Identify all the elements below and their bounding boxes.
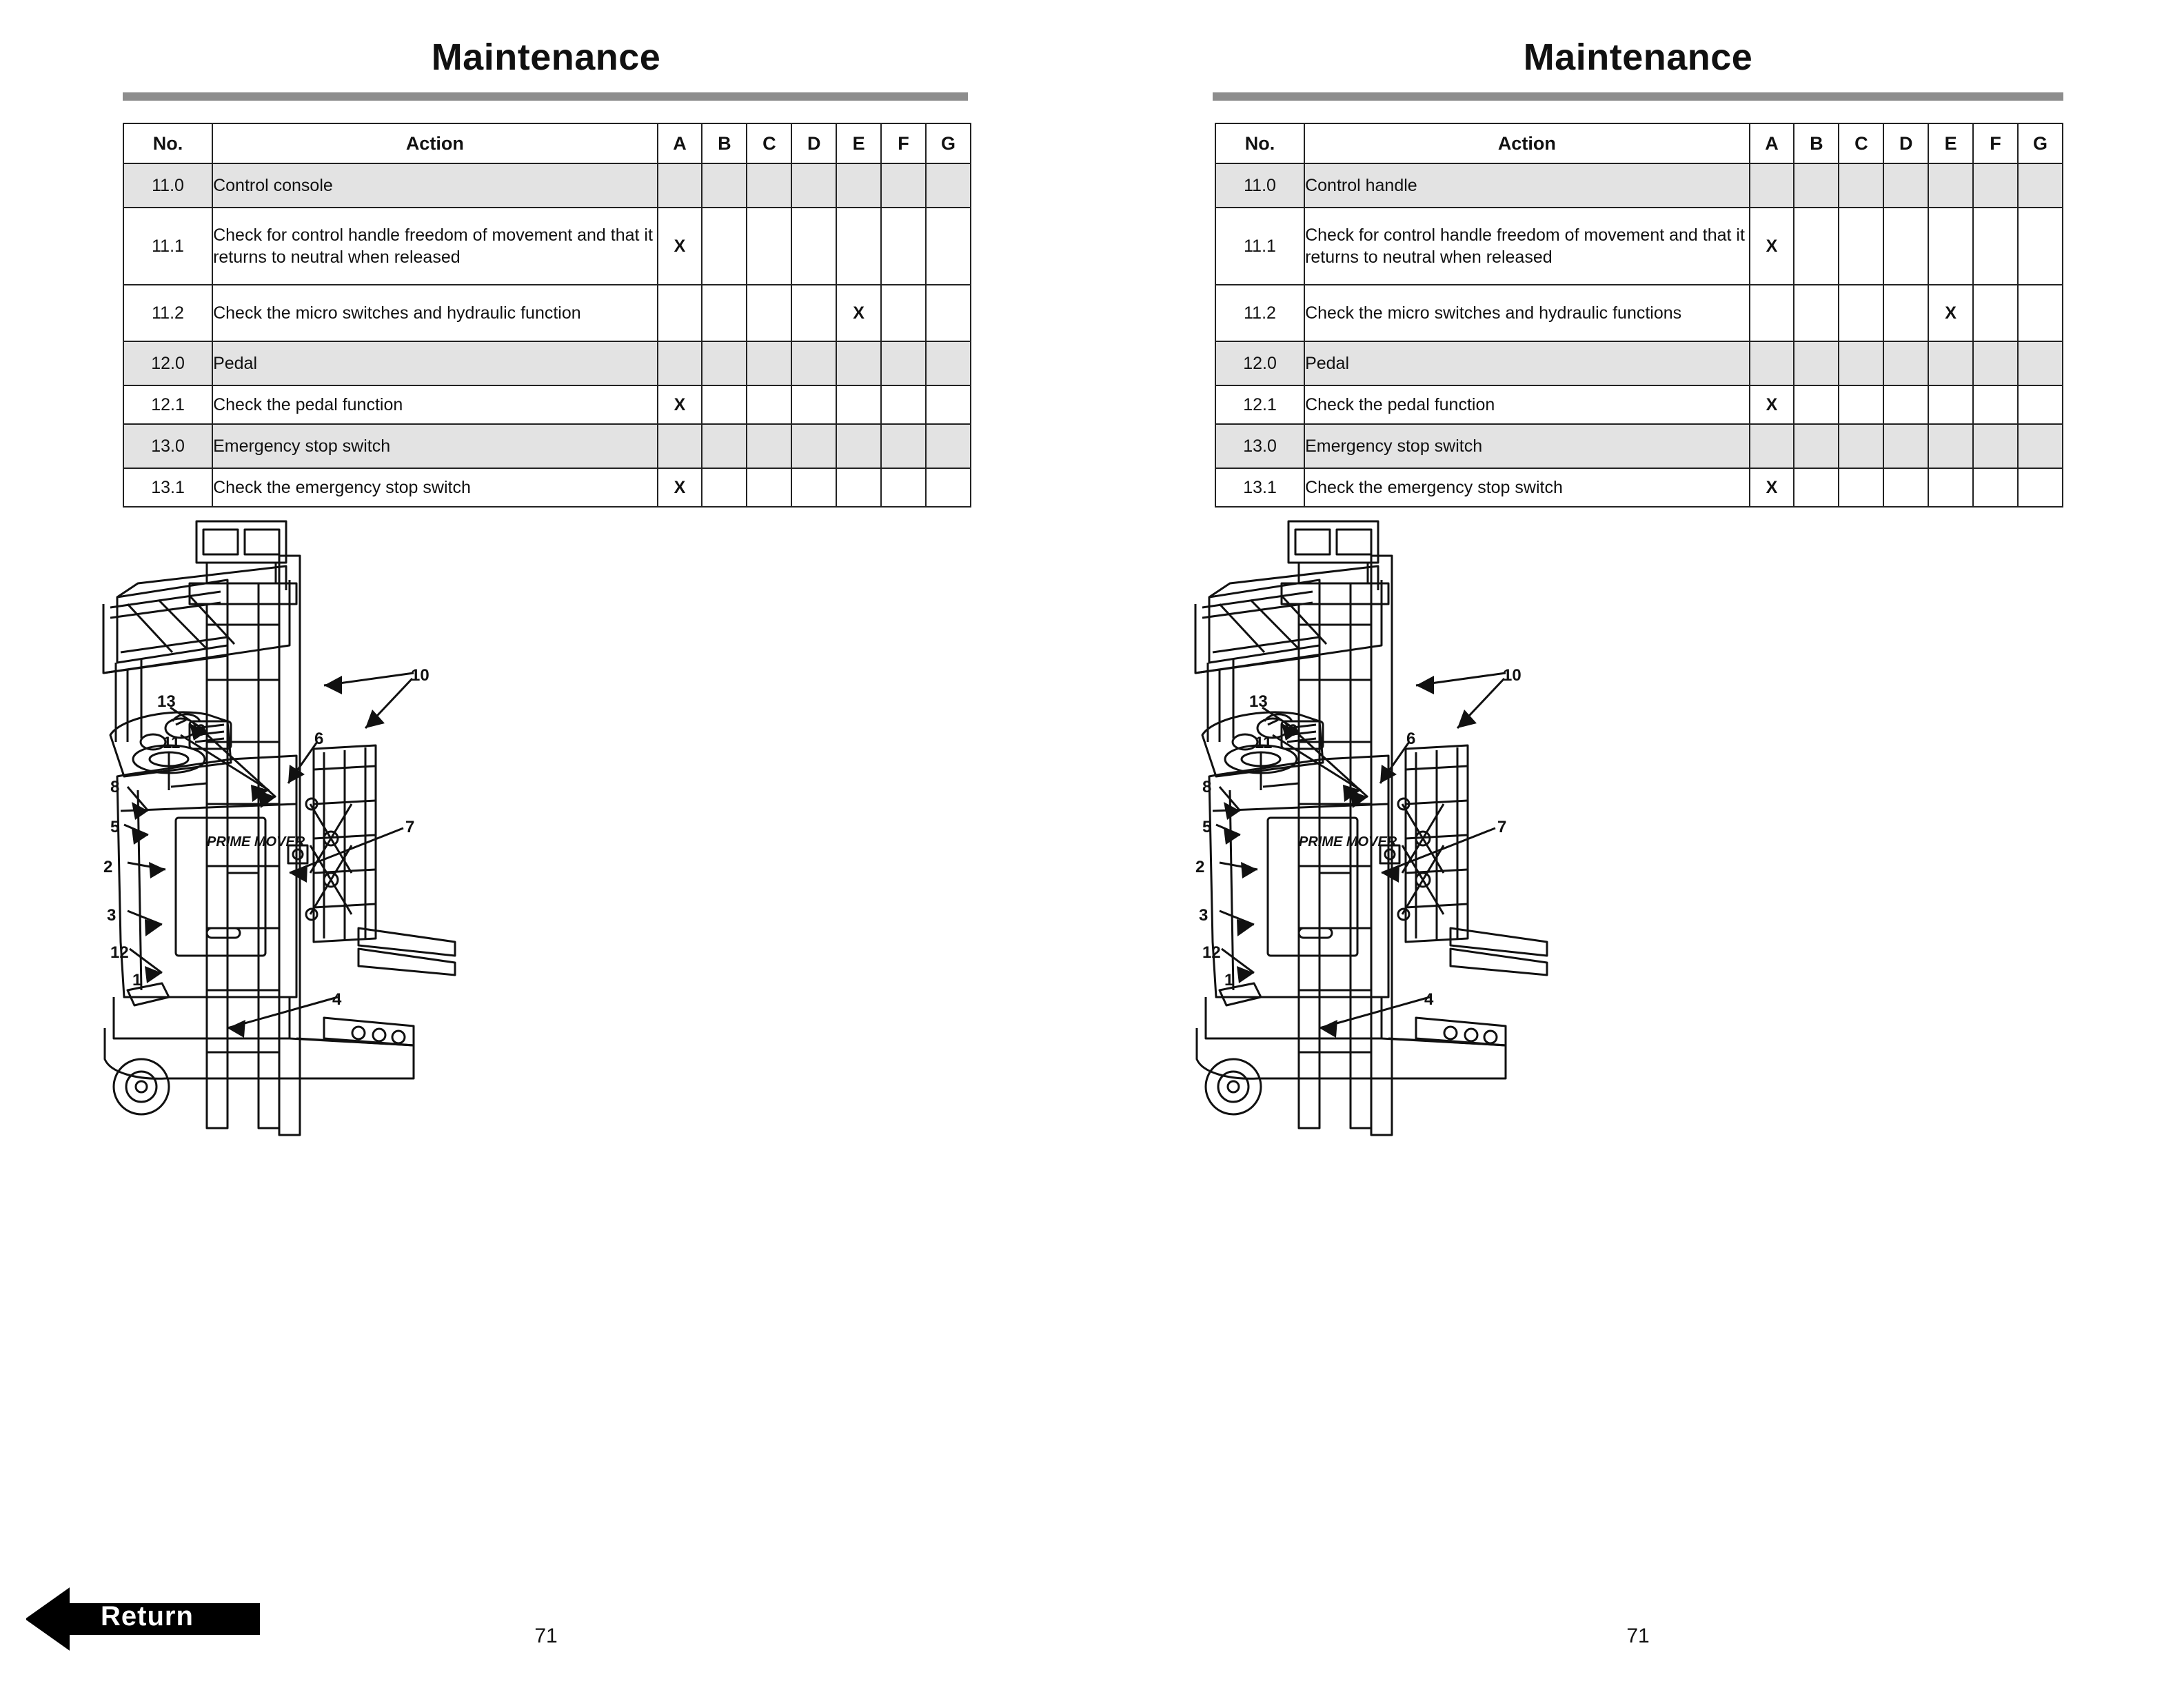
cell-a (1750, 285, 1794, 341)
cell-d (791, 385, 836, 424)
cell-b (1794, 208, 1839, 285)
callout-7: 7 (1497, 818, 1507, 836)
cell-a: X (1750, 385, 1794, 424)
maintenance-table-left (123, 123, 971, 508)
cell-g (2018, 163, 2063, 208)
callout-9: 9 (1288, 721, 1298, 740)
cell-g (2018, 285, 2063, 341)
return-label: Return (101, 1601, 194, 1631)
cell-f (1973, 385, 2018, 424)
page-right (1092, 0, 2184, 1688)
cell-f (881, 163, 926, 208)
table-row (1215, 468, 2063, 507)
cell-f (1973, 424, 2018, 468)
cell-action: Pedal (1304, 341, 1749, 385)
callout-11: 11 (163, 734, 181, 752)
cell-e: X (836, 285, 881, 341)
forklift-diagram (1092, 514, 2184, 1500)
cell-c (1839, 208, 1883, 285)
cell-d (791, 468, 836, 507)
maintenance-table-left-wrap (123, 123, 971, 508)
callout-1: 1 (132, 971, 142, 989)
cell-action: Check the pedal function (1304, 385, 1749, 424)
cell-e (1928, 208, 1973, 285)
cell-d (1883, 285, 1928, 341)
maintenance-table-right (1215, 123, 2063, 508)
cell-e (836, 208, 881, 285)
forklift-diagram (0, 514, 1092, 1500)
cell-d (791, 208, 836, 285)
cell-d (1883, 163, 1928, 208)
callout-3: 3 (107, 906, 117, 925)
cell-action: Pedal (212, 341, 657, 385)
callout-4: 4 (332, 990, 342, 1009)
table-row (123, 163, 971, 208)
cell-f (881, 285, 926, 341)
cell-action: Check the pedal function (212, 385, 657, 424)
cell-g (926, 468, 971, 507)
maintenance-table-right-wrap (1215, 123, 2063, 508)
cell-no: 12.1 (123, 385, 212, 424)
cell-c (1839, 385, 1883, 424)
cell-g (2018, 208, 2063, 285)
cell-c (1839, 285, 1883, 341)
title-rule-left (123, 92, 968, 101)
cell-action: Check the emergency stop switch (1304, 468, 1749, 507)
cell-g (2018, 385, 2063, 424)
callout-10: 10 (411, 666, 429, 685)
col-header-b: B (702, 123, 747, 163)
col-header-a: A (1750, 123, 1794, 163)
col-header-f: F (1973, 123, 2018, 163)
cell-e (1928, 424, 1973, 468)
cell-g (926, 385, 971, 424)
table-header-row (123, 123, 971, 163)
col-header-e: E (836, 123, 881, 163)
cell-b (1794, 468, 1839, 507)
cell-a: X (1750, 208, 1794, 285)
table-row (123, 285, 971, 341)
page-title-right: Maintenance (1523, 37, 1753, 78)
col-header-c: C (747, 123, 791, 163)
cell-e (836, 163, 881, 208)
cell-c (1839, 468, 1883, 507)
cell-e (1928, 468, 1973, 507)
cell-a (1750, 341, 1794, 385)
callout-12: 12 (110, 943, 129, 962)
cell-b (1794, 385, 1839, 424)
cell-no: 13.0 (1215, 424, 1304, 468)
callout-13: 13 (157, 692, 176, 711)
callout-5: 5 (110, 818, 120, 836)
cell-c (747, 341, 791, 385)
cell-action: Check the micro switches and hydraulic function (212, 285, 657, 341)
col-header-g: G (926, 123, 971, 163)
cell-b (702, 341, 747, 385)
table-row (1215, 424, 2063, 468)
cell-g (926, 341, 971, 385)
page-number-left: 71 (534, 1625, 558, 1647)
cell-no: 13.0 (123, 424, 212, 468)
brand-label: PRIME MOVER (1299, 834, 1397, 850)
cell-g (926, 163, 971, 208)
cell-b (1794, 341, 1839, 385)
col-header-d: D (1883, 123, 1928, 163)
callout-13: 13 (1249, 692, 1268, 711)
table-header-row (1215, 123, 2063, 163)
cell-a (1750, 424, 1794, 468)
col-header-action: Action (212, 123, 657, 163)
callout-1: 1 (1224, 971, 1234, 989)
cell-f (1973, 208, 2018, 285)
col-header-g: G (2018, 123, 2063, 163)
cell-no: 11.1 (123, 208, 212, 285)
cell-c (1839, 424, 1883, 468)
cell-b (1794, 163, 1839, 208)
cell-f (881, 424, 926, 468)
table-row (1215, 385, 2063, 424)
cell-b (702, 385, 747, 424)
col-header-b: B (1794, 123, 1839, 163)
brand-label: PRIME MOVER (207, 834, 305, 850)
cell-b (1794, 285, 1839, 341)
cell-d (791, 341, 836, 385)
col-header-d: D (791, 123, 836, 163)
table-row (1215, 208, 2063, 285)
cell-b (702, 285, 747, 341)
callout-5: 5 (1202, 818, 1212, 836)
cell-a (658, 163, 702, 208)
cell-g (2018, 424, 2063, 468)
callout-12: 12 (1202, 943, 1221, 962)
cell-e (836, 385, 881, 424)
cell-c (747, 208, 791, 285)
cell-e (1928, 385, 1973, 424)
cell-g (2018, 468, 2063, 507)
cell-no: 11.1 (1215, 208, 1304, 285)
cell-b (1794, 424, 1839, 468)
cell-action: Check for control handle freedom of movement and that it returns to neutral when released (1304, 208, 1749, 285)
table-row (1215, 285, 2063, 341)
cell-g (2018, 341, 2063, 385)
table-row (1215, 163, 2063, 208)
cell-f (881, 208, 926, 285)
cell-c (747, 163, 791, 208)
cell-c (747, 285, 791, 341)
page-title-left: Maintenance (431, 37, 661, 78)
col-header-e: E (1928, 123, 1973, 163)
cell-b (702, 468, 747, 507)
cell-action: Emergency stop switch (212, 424, 657, 468)
cell-a: X (658, 385, 702, 424)
cell-d (791, 163, 836, 208)
cell-no: 13.1 (123, 468, 212, 507)
cell-a: X (1750, 468, 1794, 507)
cell-a (658, 424, 702, 468)
table-row (123, 208, 971, 285)
cell-action: Check for control handle freedom of movement and that it returns to neutral when released (212, 208, 657, 285)
callout-8: 8 (110, 778, 120, 796)
col-header-f: F (881, 123, 926, 163)
cell-e: X (1928, 285, 1973, 341)
cell-a (658, 285, 702, 341)
col-header-c: C (1839, 123, 1883, 163)
callout-2: 2 (1195, 858, 1205, 876)
page-number-right: 71 (1626, 1625, 1650, 1647)
col-header-no: No. (1215, 123, 1304, 163)
cell-g (926, 208, 971, 285)
cell-no: 11.2 (1215, 285, 1304, 341)
callout-3: 3 (1199, 906, 1209, 925)
cell-c (747, 468, 791, 507)
cell-c (747, 424, 791, 468)
table-row (123, 341, 971, 385)
cell-e (836, 341, 881, 385)
cell-no: 12.0 (1215, 341, 1304, 385)
cell-f (881, 468, 926, 507)
cell-f (1973, 285, 2018, 341)
cell-b (702, 424, 747, 468)
cell-d (1883, 468, 1928, 507)
col-header-no: No. (123, 123, 212, 163)
cell-d (791, 285, 836, 341)
callout-7: 7 (405, 818, 415, 836)
table-row (123, 468, 971, 507)
cell-g (926, 424, 971, 468)
cell-a: X (658, 208, 702, 285)
cell-no: 12.1 (1215, 385, 1304, 424)
callout-6: 6 (314, 730, 324, 748)
cell-no: 11.0 (123, 163, 212, 208)
cell-e (836, 468, 881, 507)
cell-e (1928, 341, 1973, 385)
callout-10: 10 (1503, 666, 1521, 685)
cell-f (1973, 341, 2018, 385)
cell-e (836, 424, 881, 468)
cell-d (1883, 208, 1928, 285)
cell-no: 11.0 (1215, 163, 1304, 208)
cell-d (1883, 385, 1928, 424)
return-button[interactable] (26, 1586, 261, 1652)
cell-action: Control console (212, 163, 657, 208)
cell-no: 12.0 (123, 341, 212, 385)
forklift-figure-right (1092, 514, 2184, 1500)
cell-c (1839, 163, 1883, 208)
cell-c (1839, 341, 1883, 385)
callout-9: 9 (196, 721, 206, 740)
title-rule-right (1213, 92, 2063, 101)
callout-2: 2 (103, 858, 113, 876)
cell-c (747, 385, 791, 424)
cell-f (1973, 468, 2018, 507)
cell-a (658, 341, 702, 385)
col-header-a: A (658, 123, 702, 163)
callout-4: 4 (1424, 990, 1434, 1009)
cell-f (1973, 163, 2018, 208)
callout-6: 6 (1406, 730, 1416, 748)
callout-8: 8 (1202, 778, 1212, 796)
cell-g (926, 285, 971, 341)
cell-action: Check the micro switches and hydraulic functions (1304, 285, 1749, 341)
cell-a: X (658, 468, 702, 507)
cell-no: 11.2 (123, 285, 212, 341)
table-row (123, 385, 971, 424)
cell-action: Emergency stop switch (1304, 424, 1749, 468)
cell-action: Control handle (1304, 163, 1749, 208)
col-header-action: Action (1304, 123, 1749, 163)
forklift-figure-left (0, 514, 1092, 1500)
table-row (1215, 341, 2063, 385)
cell-b (702, 163, 747, 208)
cell-d (1883, 341, 1928, 385)
table-row (123, 424, 971, 468)
callout-11: 11 (1255, 734, 1273, 752)
cell-f (881, 341, 926, 385)
cell-f (881, 385, 926, 424)
cell-action: Check the emergency stop switch (212, 468, 657, 507)
cell-d (1883, 424, 1928, 468)
cell-b (702, 208, 747, 285)
cell-no: 13.1 (1215, 468, 1304, 507)
cell-e (1928, 163, 1973, 208)
cell-a (1750, 163, 1794, 208)
cell-d (791, 424, 836, 468)
